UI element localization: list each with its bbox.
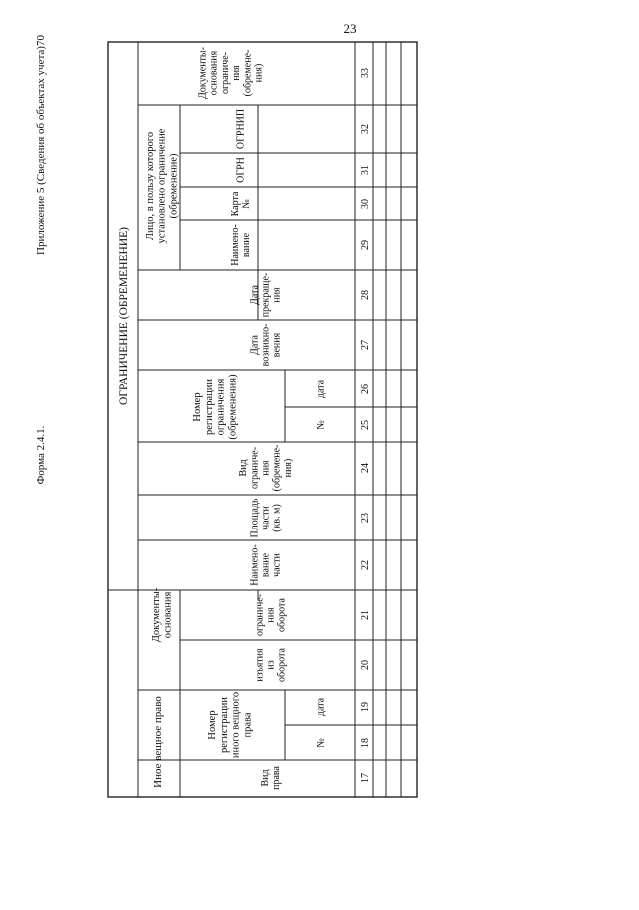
column-header-19: дата <box>315 697 327 717</box>
column-header-27: Датавозникно-вения <box>249 323 283 367</box>
column-header-21: ограниче-нияоборота <box>254 593 288 637</box>
column-number: 33 <box>360 68 371 78</box>
docs-basis-header-text: Документы-основания <box>150 587 174 643</box>
appendix-caption: Приложение 5 (Сведения об объектах учета)70 <box>35 35 47 255</box>
column-number: 27 <box>360 340 371 350</box>
column-number: 22 <box>360 560 371 570</box>
column-number: 24 <box>360 463 371 473</box>
column-number-row <box>360 68 371 783</box>
column-header-20: изъятияизоборота <box>254 648 288 682</box>
column-number: 31 <box>360 165 371 175</box>
column-number: 26 <box>360 384 371 394</box>
column-number: 29 <box>360 240 371 250</box>
column-header-25: № <box>315 420 327 430</box>
column-header-29: Наимено-вание <box>229 224 253 266</box>
column-number: 32 <box>360 124 371 134</box>
other-right-header: Иное вещное право <box>152 696 164 788</box>
page-number: 23 <box>343 21 357 36</box>
column-header-22: Наимено-ваниечасти <box>249 544 283 586</box>
restriction-header: ОГРАНИЧЕНИЕ (ОБРЕМЕНЕНИЕ) <box>118 226 130 406</box>
column-number: 28 <box>360 290 371 300</box>
column-header-23: Площадьчасти(кв. м) <box>249 498 283 538</box>
restr-reg-header: Номеррегистрацииограничения(обременения) <box>192 374 239 440</box>
column-header-32: ОГРНИП <box>235 108 247 150</box>
column-header-30: Карта№ <box>229 191 253 217</box>
column-header-24: Видограниче-ния(обремене-ния) <box>238 444 294 492</box>
section-headers <box>118 227 174 788</box>
column-number: 19 <box>360 702 371 712</box>
column-header-28: Датапрекраще-ния <box>249 272 283 318</box>
column-headers <box>145 47 327 790</box>
column-number: 18 <box>360 738 371 748</box>
column-number: 23 <box>360 513 371 523</box>
column-header-33: Документы-основанияограниче-ния(обремене-ния) <box>197 47 265 99</box>
column-number: 20 <box>360 660 371 670</box>
beneficiary-header: Лицо, в пользу которогоустановлено ограничение(обременение) <box>144 128 180 244</box>
column-header-31: ОГРН <box>235 157 247 183</box>
column-number: 30 <box>360 199 371 209</box>
column-header-26: дата <box>315 379 327 399</box>
column-header-18: № <box>315 738 327 748</box>
column-number: 25 <box>360 420 371 430</box>
column-number: 17 <box>360 773 371 783</box>
other-reg-header: Номеррегистрациииного вещногоправа <box>207 691 254 759</box>
form-caption: Форма 2.4.1. <box>35 425 47 485</box>
column-number: 21 <box>360 610 371 620</box>
column-header-17: Видправа <box>259 766 283 790</box>
